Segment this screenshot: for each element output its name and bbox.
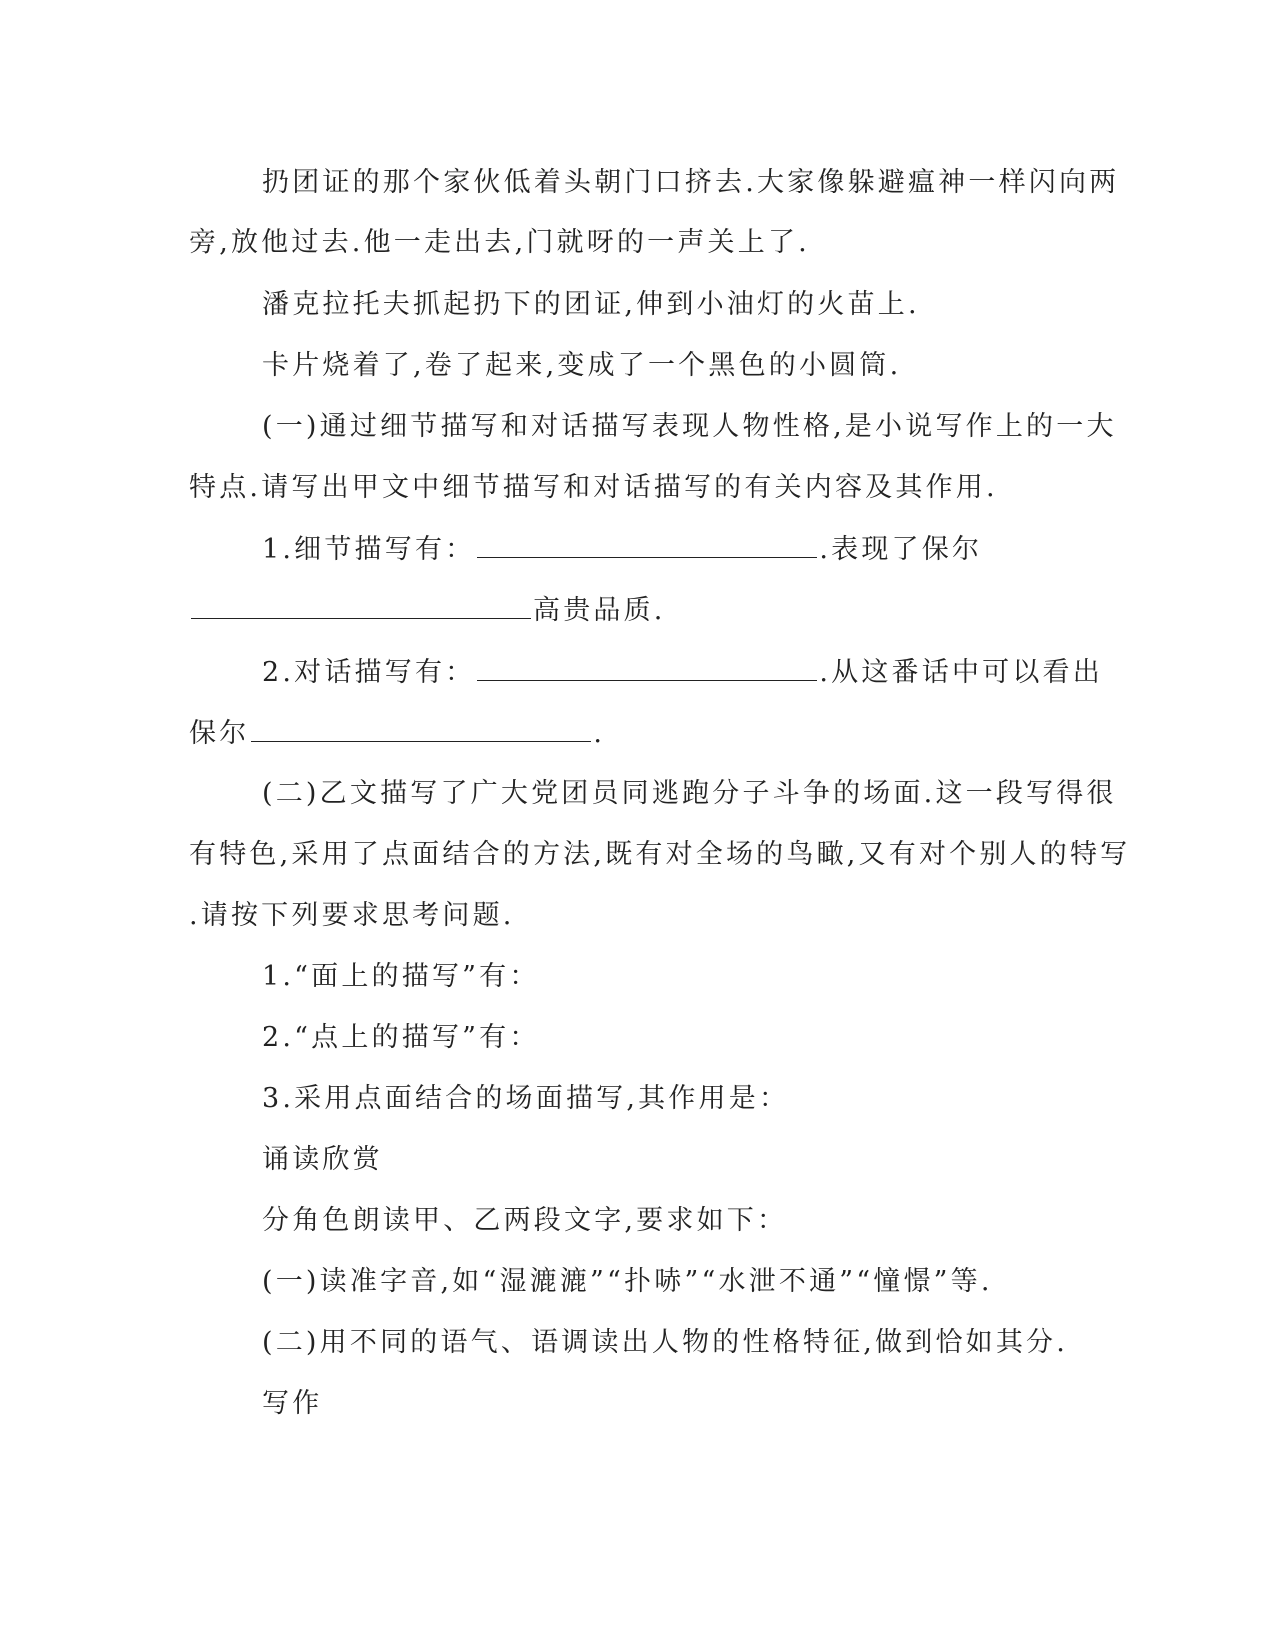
paragraph-line: 旁,放他过去.他一走出去,门就呀的一声关上了.	[189, 227, 810, 258]
question-line: .请按下列要求思考问题.	[189, 900, 515, 931]
question-item-1-prefix: 1.细节描写有：	[262, 534, 476, 565]
answer-blank[interactable]	[477, 654, 817, 681]
answer-blank[interactable]	[191, 592, 531, 619]
question-item: 2.“点上的描写”有：	[262, 1022, 540, 1053]
paragraph-line: 分角色朗读甲、乙两段文字,要求如下：	[262, 1205, 788, 1236]
question-line: 特点.请写出甲文中细节描写和对话描写的有关内容及其作用.	[189, 472, 998, 503]
question-item-1-end: 高贵品质.	[533, 595, 666, 626]
question-line: (一)通过细节描写和对话描写表现人物性格,是小说写作上的一大	[262, 411, 1117, 442]
answer-blank[interactable]	[251, 715, 591, 742]
question-item-2-lead: 保尔	[189, 718, 250, 749]
question-item-2-suffix: .从这番话中可以看出	[819, 657, 1103, 688]
paragraph-line: 潘克拉托夫抓起扔下的团证,伸到小油灯的火苗上.	[262, 289, 920, 320]
paragraph-line: 扔团证的那个家伙低着头朝门口挤去.大家像躲避瘟神一样闪向两	[262, 167, 1120, 198]
requirement-item: (一)读准字音,如“湿漉漉”“扑哧”“水泄不通”“憧憬”等.	[262, 1266, 993, 1297]
question-item-2-cont	[189, 715, 605, 752]
question-item-2	[262, 654, 1103, 691]
question-item: 3.采用点面结合的场面描写,其作用是：	[262, 1083, 790, 1114]
question-line: (二)乙文描写了广大党团员同逃跑分子斗争的场面.这一段写得很	[262, 778, 1117, 809]
requirement-item: (二)用不同的语气、语调读出人物的性格特征,做到恰如其分.	[262, 1327, 1069, 1358]
question-item-2-prefix: 2.对话描写有：	[262, 657, 476, 688]
question-item-1	[262, 531, 982, 568]
section-heading: 写作	[262, 1388, 323, 1419]
answer-blank[interactable]	[477, 531, 817, 558]
paragraph-line: 卡片烧着了,卷了起来,变成了一个黑色的小圆筒.	[262, 350, 902, 381]
question-line: 有特色,采用了点面结合的方法,既有对全场的鸟瞰,又有对个别人的特写	[189, 839, 1131, 870]
question-item: 1.“面上的描写”有：	[262, 961, 540, 992]
question-item-1-cont	[189, 592, 666, 629]
section-heading: 诵读欣赏	[262, 1144, 383, 1175]
question-item-1-suffix: .表现了保尔	[819, 534, 983, 565]
question-item-2-end: .	[593, 718, 606, 749]
